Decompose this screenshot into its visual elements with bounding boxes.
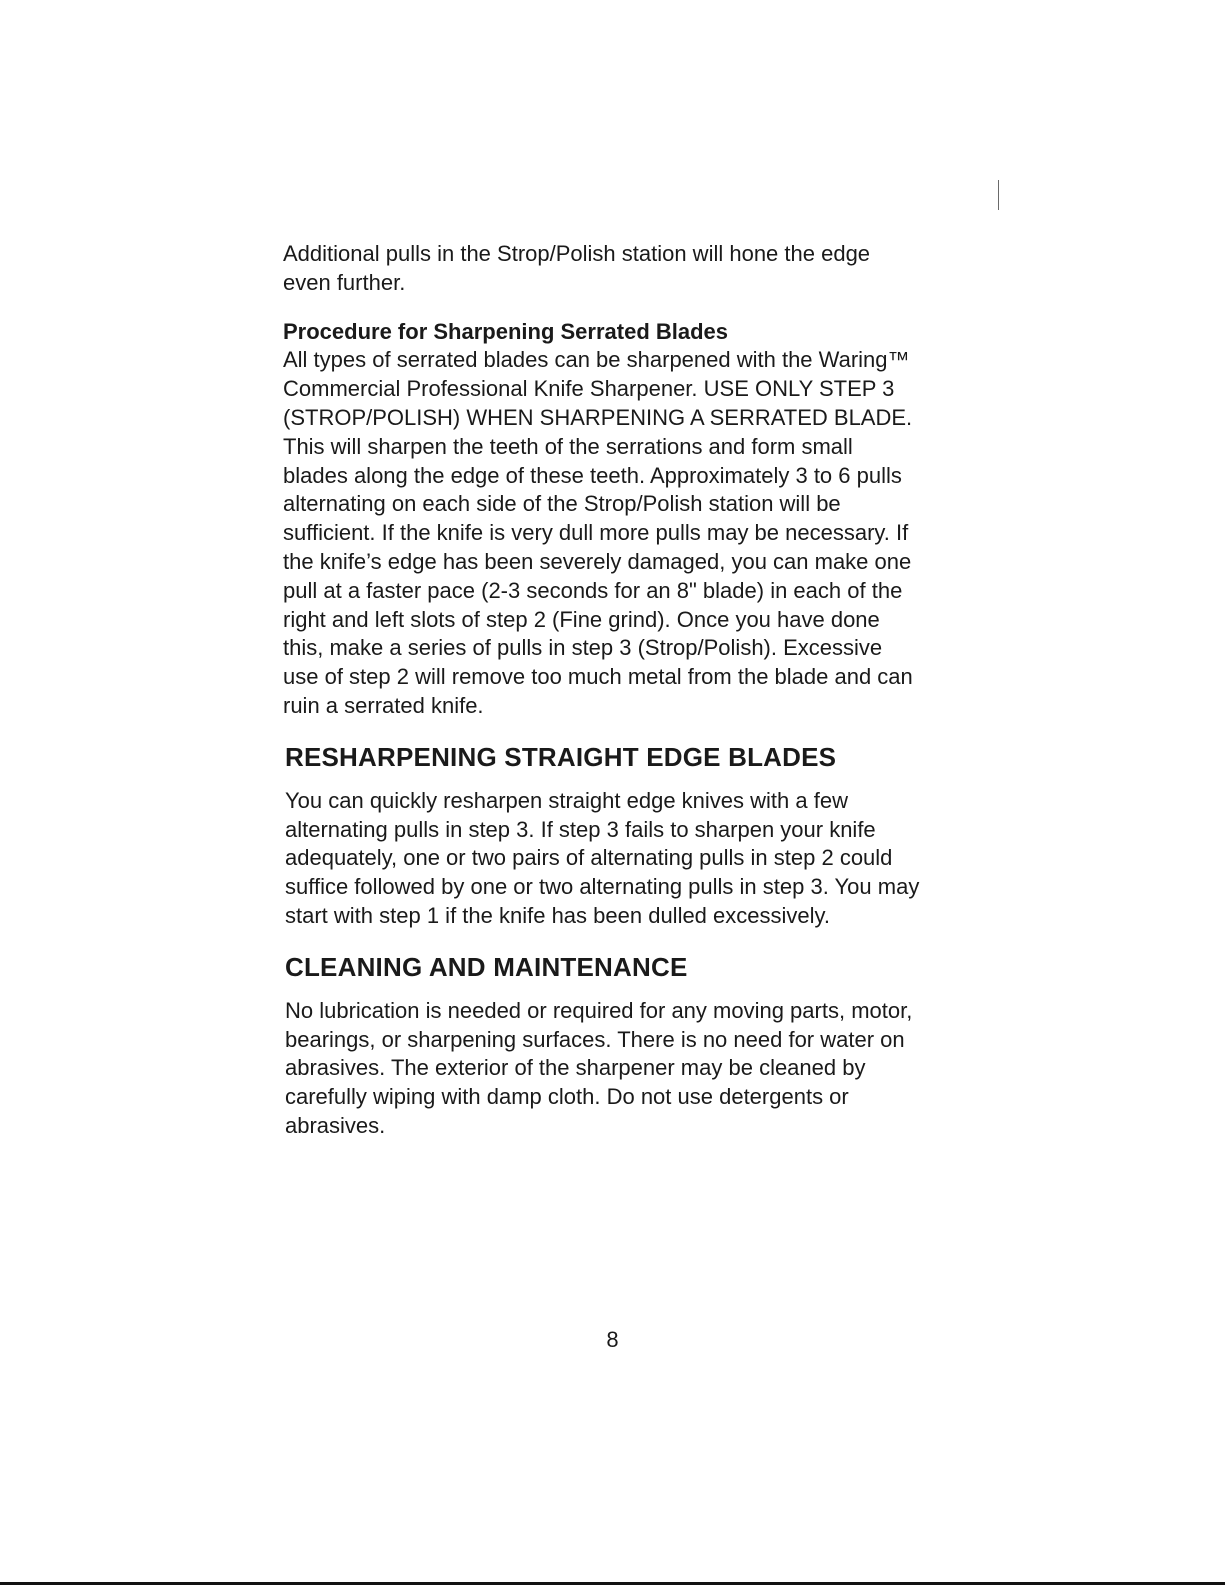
page-number: 8 (606, 1327, 619, 1352)
cleaning-paragraph: No lubrication is needed or required for any moving parts, motor, bearings, or sharpening surfaces. There is no need for water on abrasives. The exterior of the sharpener may be cleaned by carefully wiping with damp cloth. Do not use detergents or abrasives. (285, 997, 913, 1138)
scan-artifact-line (998, 180, 999, 210)
cleaning-heading: CLEANING AND MAINTENANCE (285, 951, 688, 982)
page-content (283, 240, 923, 1141)
serrated-paragraph: All types of serrated blades can be sharpened with the Waring™ Commercial Professional Knife Sharpener. USE ONLY STEP 3 (STROP/POLISH) WHEN SHARPENING A SERRATED BLADE. This will sharpen the teeth of the serrations and form small blades along the edge of these teeth. Approximately 3 to 6 pulls alternating on each side of the Strop/Polish station will be sufficient. If the knife is very dull more pulls may be necessary. If the knife’s edge has been severely damaged, you can make one pull at a faster pace (2-3 seconds for an 8" blade) in each of the right and left slots of step 2 (Fine grind). Once you have done this, make a series of pulls in step 3 (Strop/Polish). Excessive use of step 2 will remove too much metal from the blade and can ruin a serrated knife. (283, 347, 913, 718)
resharpening-heading: RESHARPENING STRAIGHT EDGE BLADES (285, 741, 837, 772)
resharpening-paragraph: You can quickly resharpen straight edge knives with a few alternating pulls in step 3. If step 3 fails to sharpen your knife adequately, one or two pairs of alternating pulls in step 2 could suffice followed by one or two alternating pulls in step 3. You may start with step 1 if the knife has been dulled excessively. (285, 787, 920, 928)
serrated-heading: Procedure for Sharpening Serrated Blades (283, 318, 729, 344)
intro-paragraph: Additional pulls in the Strop/Polish station will hone the edge even further. (283, 241, 871, 295)
